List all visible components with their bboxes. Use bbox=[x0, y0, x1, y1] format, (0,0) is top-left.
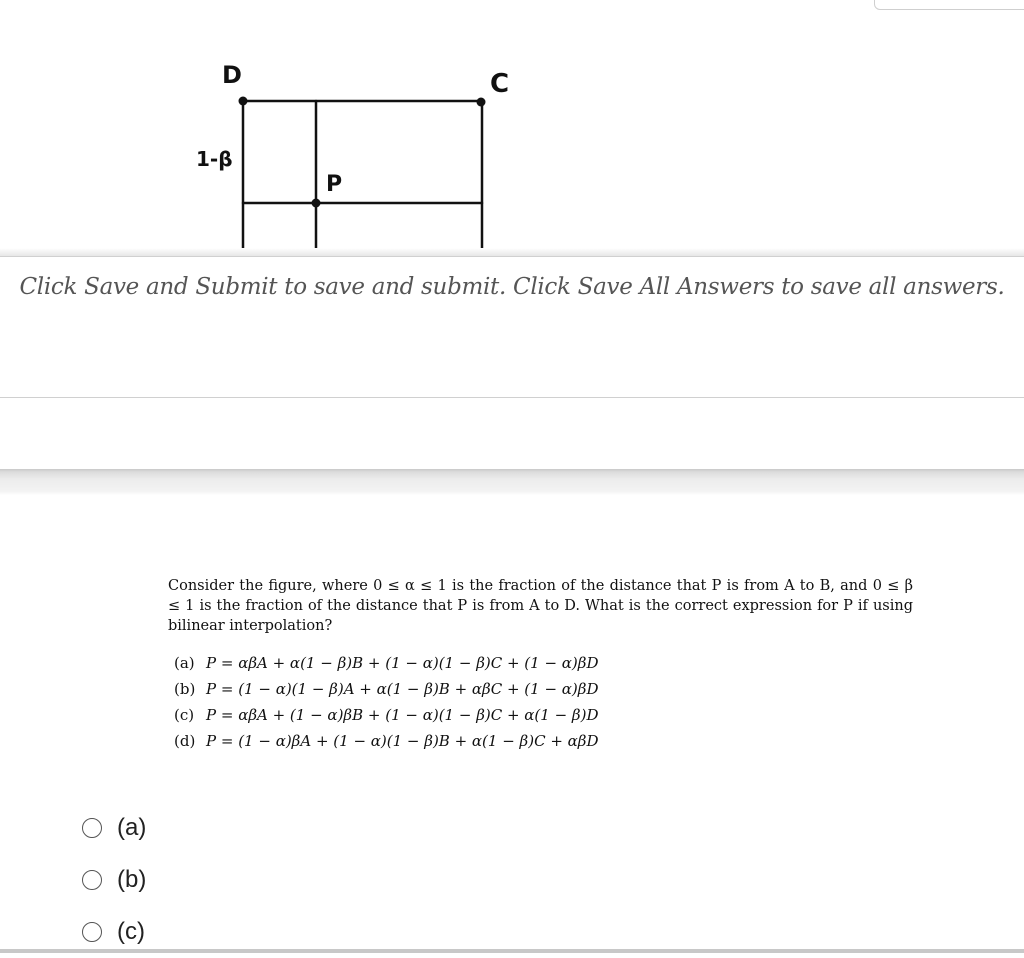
section-divider bbox=[0, 248, 1024, 257]
choice-expression: P = αβA + (1 − α)βB + (1 − α)(1 − β)C + α(1 − β)D bbox=[206, 706, 599, 724]
instructions-text: Click Save and Submit to save and submit. Click Save All Answers to save all answers. bbox=[19, 274, 1005, 300]
section-divider bbox=[0, 397, 1024, 398]
label-d: D bbox=[222, 61, 242, 89]
label-one-minus-beta: 1-β bbox=[196, 147, 233, 171]
choice-tag: (a) bbox=[174, 654, 195, 672]
radio-button-a[interactable] bbox=[82, 818, 102, 838]
label-p: P bbox=[326, 172, 343, 197]
answer-options bbox=[82, 802, 146, 958]
choice-expression: P = (1 − α)βA + (1 − α)(1 − β)B + α(1 − β)C + αβD bbox=[206, 732, 599, 750]
choice-b bbox=[174, 676, 598, 702]
choice-d bbox=[174, 728, 598, 754]
question-choices bbox=[174, 650, 598, 754]
choice-expression: P = αβA + α(1 − β)B + (1 − α)(1 − β)C + (1 − α)βD bbox=[206, 654, 599, 672]
answer-option-label: (b) bbox=[117, 866, 147, 893]
bilinear-figure bbox=[0, 0, 1024, 256]
choice-tag: (c) bbox=[174, 706, 195, 724]
choice-c bbox=[174, 702, 598, 728]
choice-tag: (d) bbox=[174, 732, 196, 750]
radio-button-b[interactable] bbox=[82, 870, 102, 890]
answer-option-b[interactable] bbox=[82, 854, 146, 906]
answer-option-label: (a) bbox=[117, 814, 147, 841]
vertex-d-dot bbox=[239, 97, 248, 106]
label-c: C bbox=[490, 69, 510, 99]
bottom-divider bbox=[0, 949, 1024, 953]
choice-expression: P = (1 − α)(1 − β)A + α(1 − β)B + αβC + (1 − α)βD bbox=[206, 680, 599, 698]
answer-option-label: (c) bbox=[117, 918, 145, 945]
choice-a bbox=[174, 650, 598, 676]
answer-option-a[interactable] bbox=[82, 802, 146, 854]
point-p-dot bbox=[312, 199, 321, 208]
section-divider bbox=[0, 469, 1024, 495]
radio-button-c[interactable] bbox=[82, 922, 102, 942]
question-text: Consider the figure, where 0 ≤ α ≤ 1 is the fraction of the distance that P is from A to B, and 0 ≤ β ≤ 1 is the fraction of the distance that P is from A to D. What is the correct expression for P if using bilinear interpolation? bbox=[168, 578, 913, 634]
vertex-c-dot bbox=[477, 98, 486, 107]
choice-tag: (b) bbox=[174, 680, 196, 698]
